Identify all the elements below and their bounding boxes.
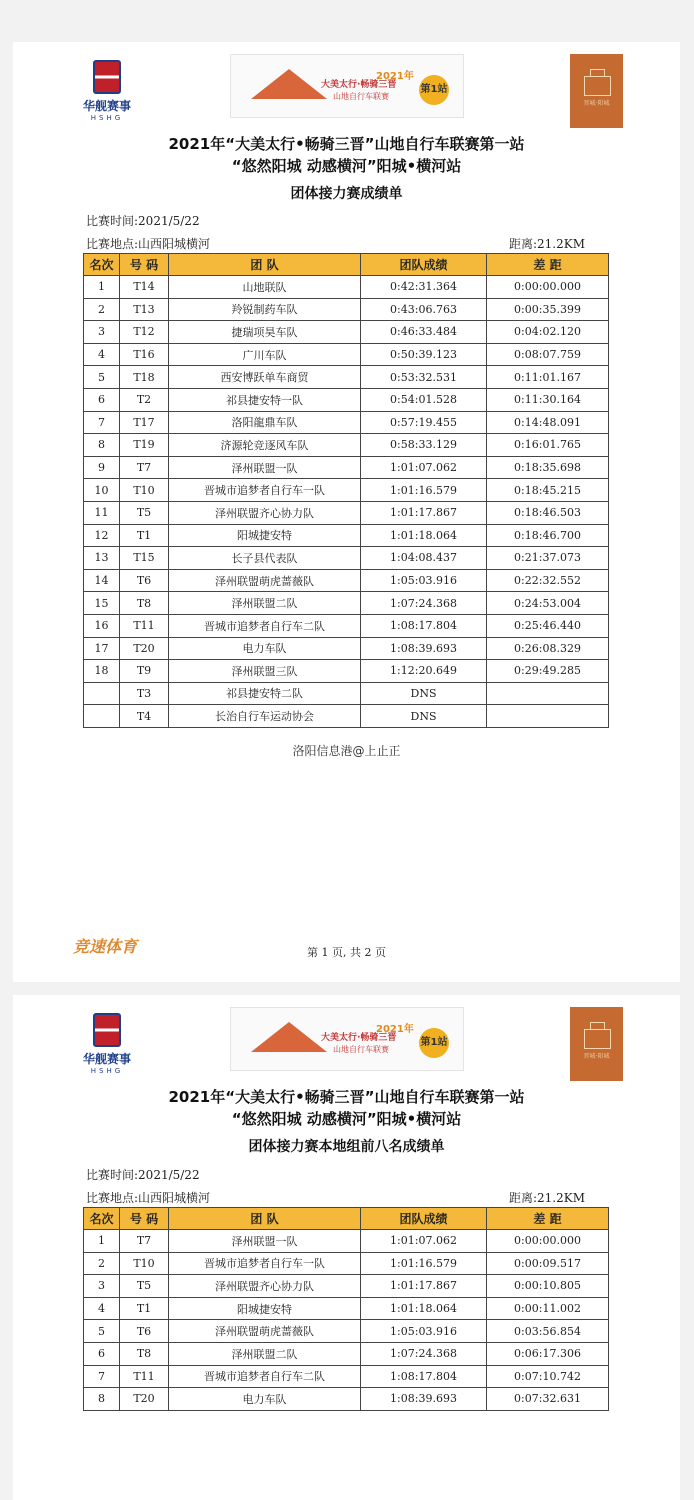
brand-en: HSHG	[90, 114, 124, 122]
time-cell: 1:01:17.867	[361, 1275, 487, 1298]
bib-cell: T4	[120, 705, 169, 728]
team-cell: 羚锐制药车队	[169, 298, 361, 321]
time-cell: 1:08:17.804	[361, 1365, 487, 1388]
banner-year: 2021年	[376, 71, 414, 82]
team-cell: 泽州联盟一队	[169, 1230, 361, 1253]
table-row	[84, 682, 609, 705]
team-cell: 祁县捷安特二队	[169, 682, 361, 705]
team-cell: 泽州联盟齐心协力队	[169, 501, 361, 524]
results-table	[83, 253, 609, 728]
time-cell: 1:01:07.062	[361, 456, 487, 479]
team-cell: 电力车队	[169, 637, 361, 660]
col-rank: 名次	[84, 254, 120, 276]
rank-cell: 5	[84, 1320, 120, 1343]
gap-cell: 0:18:45.215	[487, 479, 609, 502]
banner-line1: 大美太行·畅骑三晋	[321, 1033, 397, 1043]
gap-cell: 0:21:37.073	[487, 547, 609, 570]
bib-cell: T20	[120, 1388, 169, 1411]
rank-cell: 4	[84, 343, 120, 366]
team-cell: 晋城市追梦者自行车二队	[169, 614, 361, 637]
time-cell: 1:07:24.368	[361, 1342, 487, 1365]
gap-cell: 0:14:48.091	[487, 411, 609, 434]
gap-cell: 0:29:49.285	[487, 660, 609, 683]
bib-cell: T8	[120, 1342, 169, 1365]
bib-cell: T6	[120, 569, 169, 592]
table-row	[84, 456, 609, 479]
hshg-logo	[79, 1013, 135, 1075]
time-cell: 0:54:01.528	[361, 388, 487, 411]
time-cell: 0:46:33.484	[361, 321, 487, 344]
bib-cell: T7	[120, 1230, 169, 1253]
footer-logo: 竞速体育	[73, 937, 138, 956]
time-cell: 1:05:03.916	[361, 569, 487, 592]
team-cell: 泽州联盟三队	[169, 660, 361, 683]
banner-line2: 山地自行车联赛	[333, 92, 389, 101]
race-date: 比赛时间:2021/5/22	[86, 214, 200, 228]
rank-cell: 10	[84, 479, 120, 502]
building-icon	[584, 76, 611, 96]
gap-cell: 0:25:46.440	[487, 614, 609, 637]
rank-cell: 6	[84, 1342, 120, 1365]
table-row	[84, 547, 609, 570]
bib-cell: T20	[120, 637, 169, 660]
table-row	[84, 1230, 609, 1253]
time-cell: 1:01:07.062	[361, 1230, 487, 1253]
gap-cell: 0:06:17.306	[487, 1342, 609, 1365]
team-cell: 泽州联盟二队	[169, 1342, 361, 1365]
gap-cell: 0:03:56.854	[487, 1320, 609, 1343]
building-icon	[584, 1029, 611, 1049]
time-cell: 0:53:32.531	[361, 366, 487, 389]
time-cell: DNS	[361, 682, 487, 705]
table-row	[84, 321, 609, 344]
gap-cell: 0:04:02.120	[487, 321, 609, 344]
table-row	[84, 1342, 609, 1365]
sheet-title: 团体接力赛成绩单	[290, 186, 403, 202]
gap-cell: 0:18:46.700	[487, 524, 609, 547]
table-row	[84, 1388, 609, 1411]
rank-cell: 5	[84, 366, 120, 389]
team-cell: 泽州联盟二队	[169, 592, 361, 615]
rank-cell: 15	[84, 592, 120, 615]
bib-cell: T19	[120, 434, 169, 457]
table-row	[84, 366, 609, 389]
sheet-title: 团体接力赛本地组前八名成绩单	[248, 1139, 445, 1155]
table-row	[84, 276, 609, 299]
team-cell: 山地联队	[169, 276, 361, 299]
rank-cell: 4	[84, 1297, 120, 1320]
race-banner	[230, 54, 464, 118]
gap-cell: 0:07:32.631	[487, 1388, 609, 1411]
bib-cell: T8	[120, 592, 169, 615]
col-gap: 差 距	[487, 254, 609, 276]
col-team: 团 队	[169, 254, 361, 276]
gap-cell: 0:11:30.164	[487, 388, 609, 411]
table-row	[84, 388, 609, 411]
table-row	[84, 434, 609, 457]
team-cell: 泽州联盟萌虎蔷薇队	[169, 569, 361, 592]
col-team: 团 队	[169, 1208, 361, 1230]
bib-cell: T16	[120, 343, 169, 366]
time-cell: 1:12:20.649	[361, 660, 487, 683]
bib-cell: T7	[120, 456, 169, 479]
sponsor-text: 晋城·阳城	[583, 1053, 610, 1060]
table-row	[84, 479, 609, 502]
rank-cell: 13	[84, 547, 120, 570]
sponsor-logo	[570, 54, 623, 128]
table-row	[84, 705, 609, 728]
time-cell: 0:50:39.123	[361, 343, 487, 366]
bib-cell: T12	[120, 321, 169, 344]
page-number: 第 1 页, 共 2 页	[307, 946, 386, 959]
team-cell: 阳城捷安特	[169, 524, 361, 547]
stage-badge: 第1站	[419, 75, 449, 105]
bib-cell: T5	[120, 1275, 169, 1298]
rank-cell: 9	[84, 456, 120, 479]
time-cell: 1:07:24.368	[361, 592, 487, 615]
time-cell: 1:08:39.693	[361, 637, 487, 660]
bib-cell: T11	[120, 1365, 169, 1388]
team-cell: 阳城捷安特	[169, 1297, 361, 1320]
gap-cell: 0:08:07.759	[487, 343, 609, 366]
rank-cell: 2	[84, 1252, 120, 1275]
team-cell: 广川车队	[169, 343, 361, 366]
race-banner	[230, 1007, 464, 1071]
rank-cell: 1	[84, 276, 120, 299]
time-cell: 1:01:16.579	[361, 1252, 487, 1275]
bib-cell: T14	[120, 276, 169, 299]
gap-cell: 0:00:11.002	[487, 1297, 609, 1320]
event-subtitle: “悠然阳城 动感横河”阳城•横河站	[231, 1110, 462, 1128]
team-cell: 晋城市追梦者自行车一队	[169, 479, 361, 502]
gap-cell: 0:16:01.765	[487, 434, 609, 457]
rank-cell: 7	[84, 411, 120, 434]
results-body	[84, 1230, 609, 1411]
local-top8-table	[83, 1207, 609, 1411]
bib-cell: T17	[120, 411, 169, 434]
gap-cell	[487, 705, 609, 728]
stage-badge: 第1站	[419, 1028, 449, 1058]
table-row	[84, 298, 609, 321]
table-row	[84, 614, 609, 637]
bib-cell: T2	[120, 388, 169, 411]
time-cell: 0:43:06.763	[361, 298, 487, 321]
mountain-icon	[251, 1022, 327, 1052]
bib-cell: T9	[120, 660, 169, 683]
results-page-2	[13, 995, 680, 1500]
gap-cell: 0:07:10.742	[487, 1365, 609, 1388]
table-row	[84, 1297, 609, 1320]
time-cell: 0:42:31.364	[361, 276, 487, 299]
race-date: 比赛时间:2021/5/22	[86, 1168, 200, 1182]
gap-cell: 0:00:35.399	[487, 298, 609, 321]
table-row	[84, 1320, 609, 1343]
gap-cell: 0:22:32.552	[487, 569, 609, 592]
time-cell: 1:01:17.867	[361, 501, 487, 524]
table-row	[84, 660, 609, 683]
gap-cell	[487, 682, 609, 705]
banner-line1: 大美太行·畅骑三晋	[321, 80, 397, 90]
col-bib: 号 码	[120, 1208, 169, 1230]
gap-cell: 0:00:10.805	[487, 1275, 609, 1298]
brand-cn: 华舰赛事	[82, 1052, 131, 1066]
gap-cell: 0:26:08.329	[487, 637, 609, 660]
rank-cell: 8	[84, 434, 120, 457]
team-cell: 晋城市追梦者自行车一队	[169, 1252, 361, 1275]
rank-cell: 17	[84, 637, 120, 660]
time-cell: 0:58:33.129	[361, 434, 487, 457]
table-header-row	[84, 1208, 609, 1230]
col-bib: 号 码	[120, 254, 169, 276]
table-row	[84, 569, 609, 592]
col-rank: 名次	[84, 1208, 120, 1230]
rank-cell: 11	[84, 501, 120, 524]
race-distance: 距离:21.2KM	[508, 237, 585, 251]
rank-cell: 3	[84, 1275, 120, 1298]
bib-cell: T1	[120, 524, 169, 547]
time-cell: 1:08:17.804	[361, 614, 487, 637]
table-row	[84, 501, 609, 524]
team-cell: 泽州联盟萌虎蔷薇队	[169, 1320, 361, 1343]
time-cell: 1:08:39.693	[361, 1388, 487, 1411]
gap-cell: 0:00:09.517	[487, 1252, 609, 1275]
bib-cell: T11	[120, 614, 169, 637]
race-distance: 距离:21.2KM	[508, 1191, 585, 1205]
bib-cell: T10	[120, 479, 169, 502]
rank-cell: 2	[84, 298, 120, 321]
table-header-row	[84, 254, 609, 276]
results-body	[84, 276, 609, 728]
brand-en: HSHG	[90, 1067, 124, 1075]
team-cell: 长治自行车运动协会	[169, 705, 361, 728]
watermark: 洛阳信息港@上止正	[292, 744, 401, 758]
bib-cell: T3	[120, 682, 169, 705]
time-cell: 1:01:18.064	[361, 1297, 487, 1320]
col-gap: 差 距	[487, 1208, 609, 1230]
race-venue: 比赛地点:山西阳城横河	[86, 1191, 211, 1205]
hshg-logo	[79, 60, 135, 122]
gap-cell: 0:18:46.503	[487, 501, 609, 524]
brand-cn: 华舰赛事	[82, 99, 131, 113]
col-time: 团队成绩	[361, 254, 487, 276]
team-cell: 西安博跃单车商贸	[169, 366, 361, 389]
event-title: 2021年“大美太行•畅骑三晋”山地自行车联赛第一站	[168, 135, 525, 153]
rank-cell: 12	[84, 524, 120, 547]
gap-cell: 0:00:00.000	[487, 276, 609, 299]
bib-cell: T1	[120, 1297, 169, 1320]
rank-cell: 14	[84, 569, 120, 592]
bib-cell: T18	[120, 366, 169, 389]
rank-cell: 6	[84, 388, 120, 411]
rank-cell: 1	[84, 1230, 120, 1253]
gap-cell: 0:11:01.167	[487, 366, 609, 389]
team-cell: 晋城市追梦者自行车二队	[169, 1365, 361, 1388]
time-cell: 0:57:19.455	[361, 411, 487, 434]
event-title: 2021年“大美太行•畅骑三晋”山地自行车联赛第一站	[168, 1088, 525, 1106]
time-cell: 1:01:18.064	[361, 524, 487, 547]
table-row	[84, 1365, 609, 1388]
sponsor-logo	[570, 1007, 623, 1081]
team-cell: 济源轮竞逐风车队	[169, 434, 361, 457]
bib-cell: T6	[120, 1320, 169, 1343]
table-row	[84, 411, 609, 434]
hshg-emblem-icon	[93, 60, 121, 94]
sponsor-text: 晋城·阳城	[583, 100, 610, 107]
time-cell: DNS	[361, 705, 487, 728]
rank-cell	[84, 705, 120, 728]
table-row	[84, 637, 609, 660]
team-cell: 泽州联盟齐心协力队	[169, 1275, 361, 1298]
time-cell: 1:05:03.916	[361, 1320, 487, 1343]
bib-cell: T15	[120, 547, 169, 570]
banner-year: 2021年	[376, 1024, 414, 1035]
rank-cell: 18	[84, 660, 120, 683]
table-row	[84, 592, 609, 615]
team-cell: 长子县代表队	[169, 547, 361, 570]
time-cell: 1:04:08.437	[361, 547, 487, 570]
col-time: 团队成绩	[361, 1208, 487, 1230]
rank-cell: 3	[84, 321, 120, 344]
event-subtitle: “悠然阳城 动感横河”阳城•横河站	[231, 157, 462, 175]
team-cell: 捷瑞项昊车队	[169, 321, 361, 344]
bib-cell: T10	[120, 1252, 169, 1275]
table-row	[84, 524, 609, 547]
bib-cell: T5	[120, 501, 169, 524]
table-row	[84, 1275, 609, 1298]
team-cell: 祁县捷安特一队	[169, 388, 361, 411]
rank-cell: 7	[84, 1365, 120, 1388]
rank-cell: 8	[84, 1388, 120, 1411]
time-cell: 1:01:16.579	[361, 479, 487, 502]
team-cell: 洛阳龍鼎车队	[169, 411, 361, 434]
mountain-icon	[251, 69, 327, 99]
bib-cell: T13	[120, 298, 169, 321]
gap-cell: 0:00:00.000	[487, 1230, 609, 1253]
results-page-1	[13, 42, 680, 982]
gap-cell: 0:24:53.004	[487, 592, 609, 615]
banner-line2: 山地自行车联赛	[333, 1045, 389, 1054]
race-venue: 比赛地点:山西阳城横河	[86, 237, 211, 251]
table-row	[84, 1252, 609, 1275]
rank-cell: 16	[84, 614, 120, 637]
team-cell: 电力车队	[169, 1388, 361, 1411]
team-cell: 泽州联盟一队	[169, 456, 361, 479]
gap-cell: 0:18:35.698	[487, 456, 609, 479]
rank-cell	[84, 682, 120, 705]
table-row	[84, 343, 609, 366]
hshg-emblem-icon	[93, 1013, 121, 1047]
